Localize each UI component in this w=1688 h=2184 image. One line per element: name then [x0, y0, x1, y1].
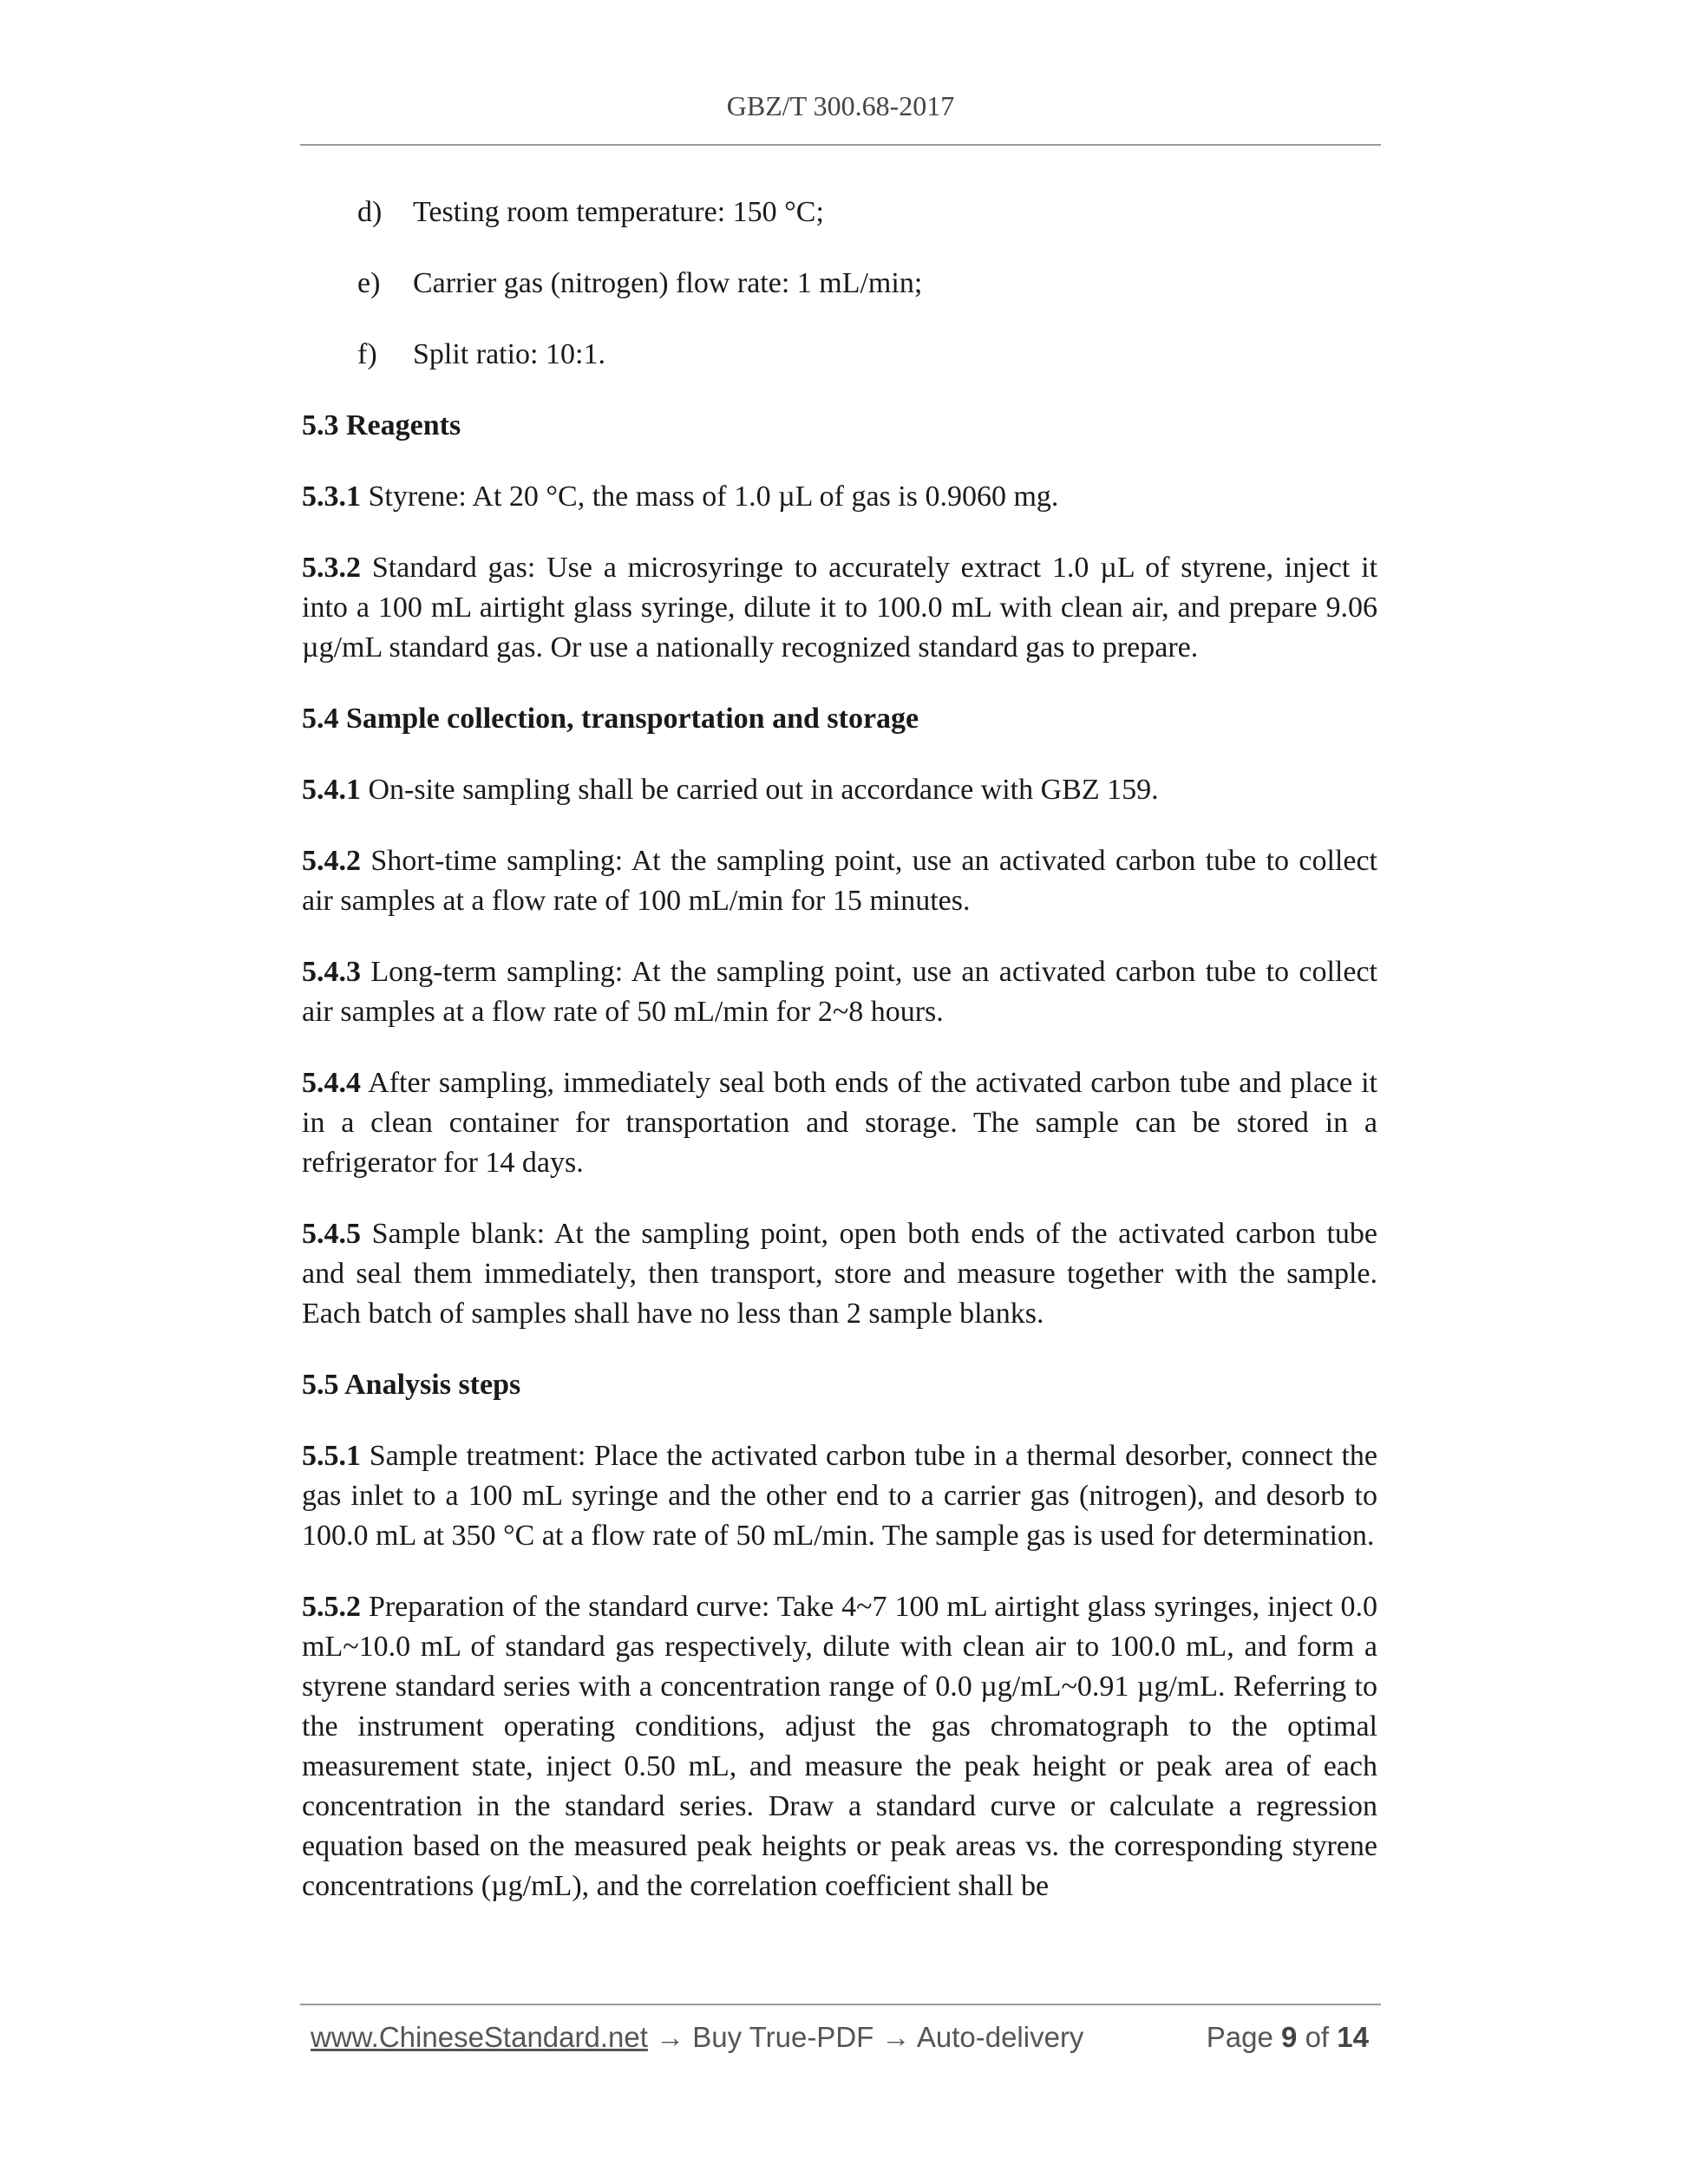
section-heading-5-4: 5.4 Sample collection, transportation and storage [302, 703, 919, 735]
clause-5-3-2 [302, 548, 1377, 668]
header-divider [300, 144, 1381, 146]
website-link[interactable]: www.ChineseStandard.net [311, 2021, 648, 2053]
page-footer [311, 2021, 1369, 2054]
clause-number: 5.4.4 [302, 1067, 361, 1099]
clause-5-3-1 [302, 477, 1377, 517]
clause-number: 5.3.1 [302, 481, 361, 513]
clause-5-5-1 [302, 1436, 1377, 1556]
clause-5-4-3 [302, 952, 1377, 1032]
clause-number: 5.4.2 [302, 845, 361, 877]
clause-text: Long-term sampling: At the sampling point, use an activated carbon tube to collect air samples at a flow rate of 50 mL/min for 2~8 hours. [302, 956, 1378, 1028]
buy-pdf-text: Buy True-PDF [692, 2021, 874, 2053]
clause-number: 5.4.5 [302, 1218, 361, 1250]
list-marker: d) [357, 196, 383, 228]
list-text: Split ratio: 10:1. [413, 338, 605, 370]
list-item-f [302, 335, 1377, 375]
clause-5-4-4 [302, 1063, 1377, 1183]
list-item-e [302, 264, 1377, 304]
auto-delivery-text: Auto-delivery [916, 2021, 1084, 2053]
section-heading-5-5: 5.5 Analysis steps [302, 1369, 521, 1401]
page-word: Page [1206, 2021, 1273, 2053]
footer-divider [300, 2004, 1381, 2005]
list-text: Testing room temperature: 150 °C; [413, 196, 824, 228]
clause-number: 5.3.2 [302, 552, 361, 584]
clause-text: Sample treatment: Place the activated carbon tube in a thermal desorber, connect the gas inlet to a 100 mL syringe and the other end to a carrier gas (nitrogen), and desorb to 100.0 mL at 350 °C at a flow rate of 50 mL/min. The sample gas is used for determination. [302, 1440, 1377, 1552]
arrow-right-icon: → [881, 2021, 911, 2053]
clause-text: On-site sampling shall be carried out in accordance with GBZ 159. [368, 774, 1159, 806]
clause-5-5-2 [302, 1587, 1377, 1906]
clause-text: Preparation of the standard curve: Take 4~7 100 mL airtight glass syringes, inject 0.0 mL~10.0 mL of standard gas respectively, dilute with clean air to 100.0 mL, and form a styrene standard series with a concentration range of 0.0 µg/mL~0.91 µg/mL. Referring to the instrument operating conditions, adjust the gas chromatograph to the optimal measurement state, inject 0.50 mL, and measure the peak height or peak area of each concentration in the standard series. Draw a standard curve or calculate a regression equation based on the measured peak heights or peak areas vs. the corresponding styrene concentrations (µg/mL), and the correlation coefficient shall be [302, 1591, 1378, 1902]
clause-text: Styrene: At 20 °C, the mass of 1.0 µL of gas is 0.9060 mg. [368, 481, 1059, 513]
list-marker: e) [357, 267, 381, 299]
section-heading-5-3: 5.3 Reagents [302, 409, 461, 441]
page-number: 9 [1281, 2021, 1298, 2053]
clause-number: 5.4.3 [302, 956, 361, 988]
list-item-d [302, 193, 1377, 232]
page-total: 14 [1337, 2021, 1369, 2053]
clause-5-4-1 [302, 770, 1377, 810]
clause-number: 5.5.2 [302, 1591, 361, 1623]
footer-promo [311, 2021, 1083, 2054]
clause-text: Short-time sampling: At the sampling point, use an activated carbon tube to collect air samples at a flow rate of 100 mL/min for 15 minutes. [302, 845, 1378, 917]
clause-5-4-2 [302, 841, 1377, 921]
clause-5-4-5 [302, 1214, 1377, 1334]
of-word: of [1305, 2021, 1330, 2053]
clause-text: Standard gas: Use a microsyringe to accurately extract 1.0 µL of styrene, inject it into a 100 mL airtight glass syringe, dilute it to 100.0 mL with clean air, and prepare 9.06 µg/mL standard gas. Or use a nationally recognized standard gas to prepare. [302, 552, 1378, 664]
list-marker: f) [357, 338, 377, 370]
clause-text: Sample blank: At the sampling point, open both ends of the activated carbon tube and seal them immediately, then transport, store and measure together with the sample. Each batch of samples shall have no less than 2 sample blanks. [302, 1218, 1377, 1330]
page-indicator [1207, 2021, 1369, 2054]
clause-text: After sampling, immediately seal both ends of the activated carbon tube and place it in a clean container for transportation and storage. The sample can be stored in a refrigerator for 14 days. [302, 1067, 1378, 1179]
page-header [300, 90, 1381, 122]
clause-number: 5.5.1 [302, 1440, 361, 1472]
standard-code: GBZ/T 300.68-2017 [726, 90, 955, 121]
document-body [302, 193, 1377, 1938]
arrow-right-icon: → [656, 2021, 685, 2053]
clause-number: 5.4.1 [302, 774, 361, 806]
list-text: Carrier gas (nitrogen) flow rate: 1 mL/min; [413, 267, 923, 299]
